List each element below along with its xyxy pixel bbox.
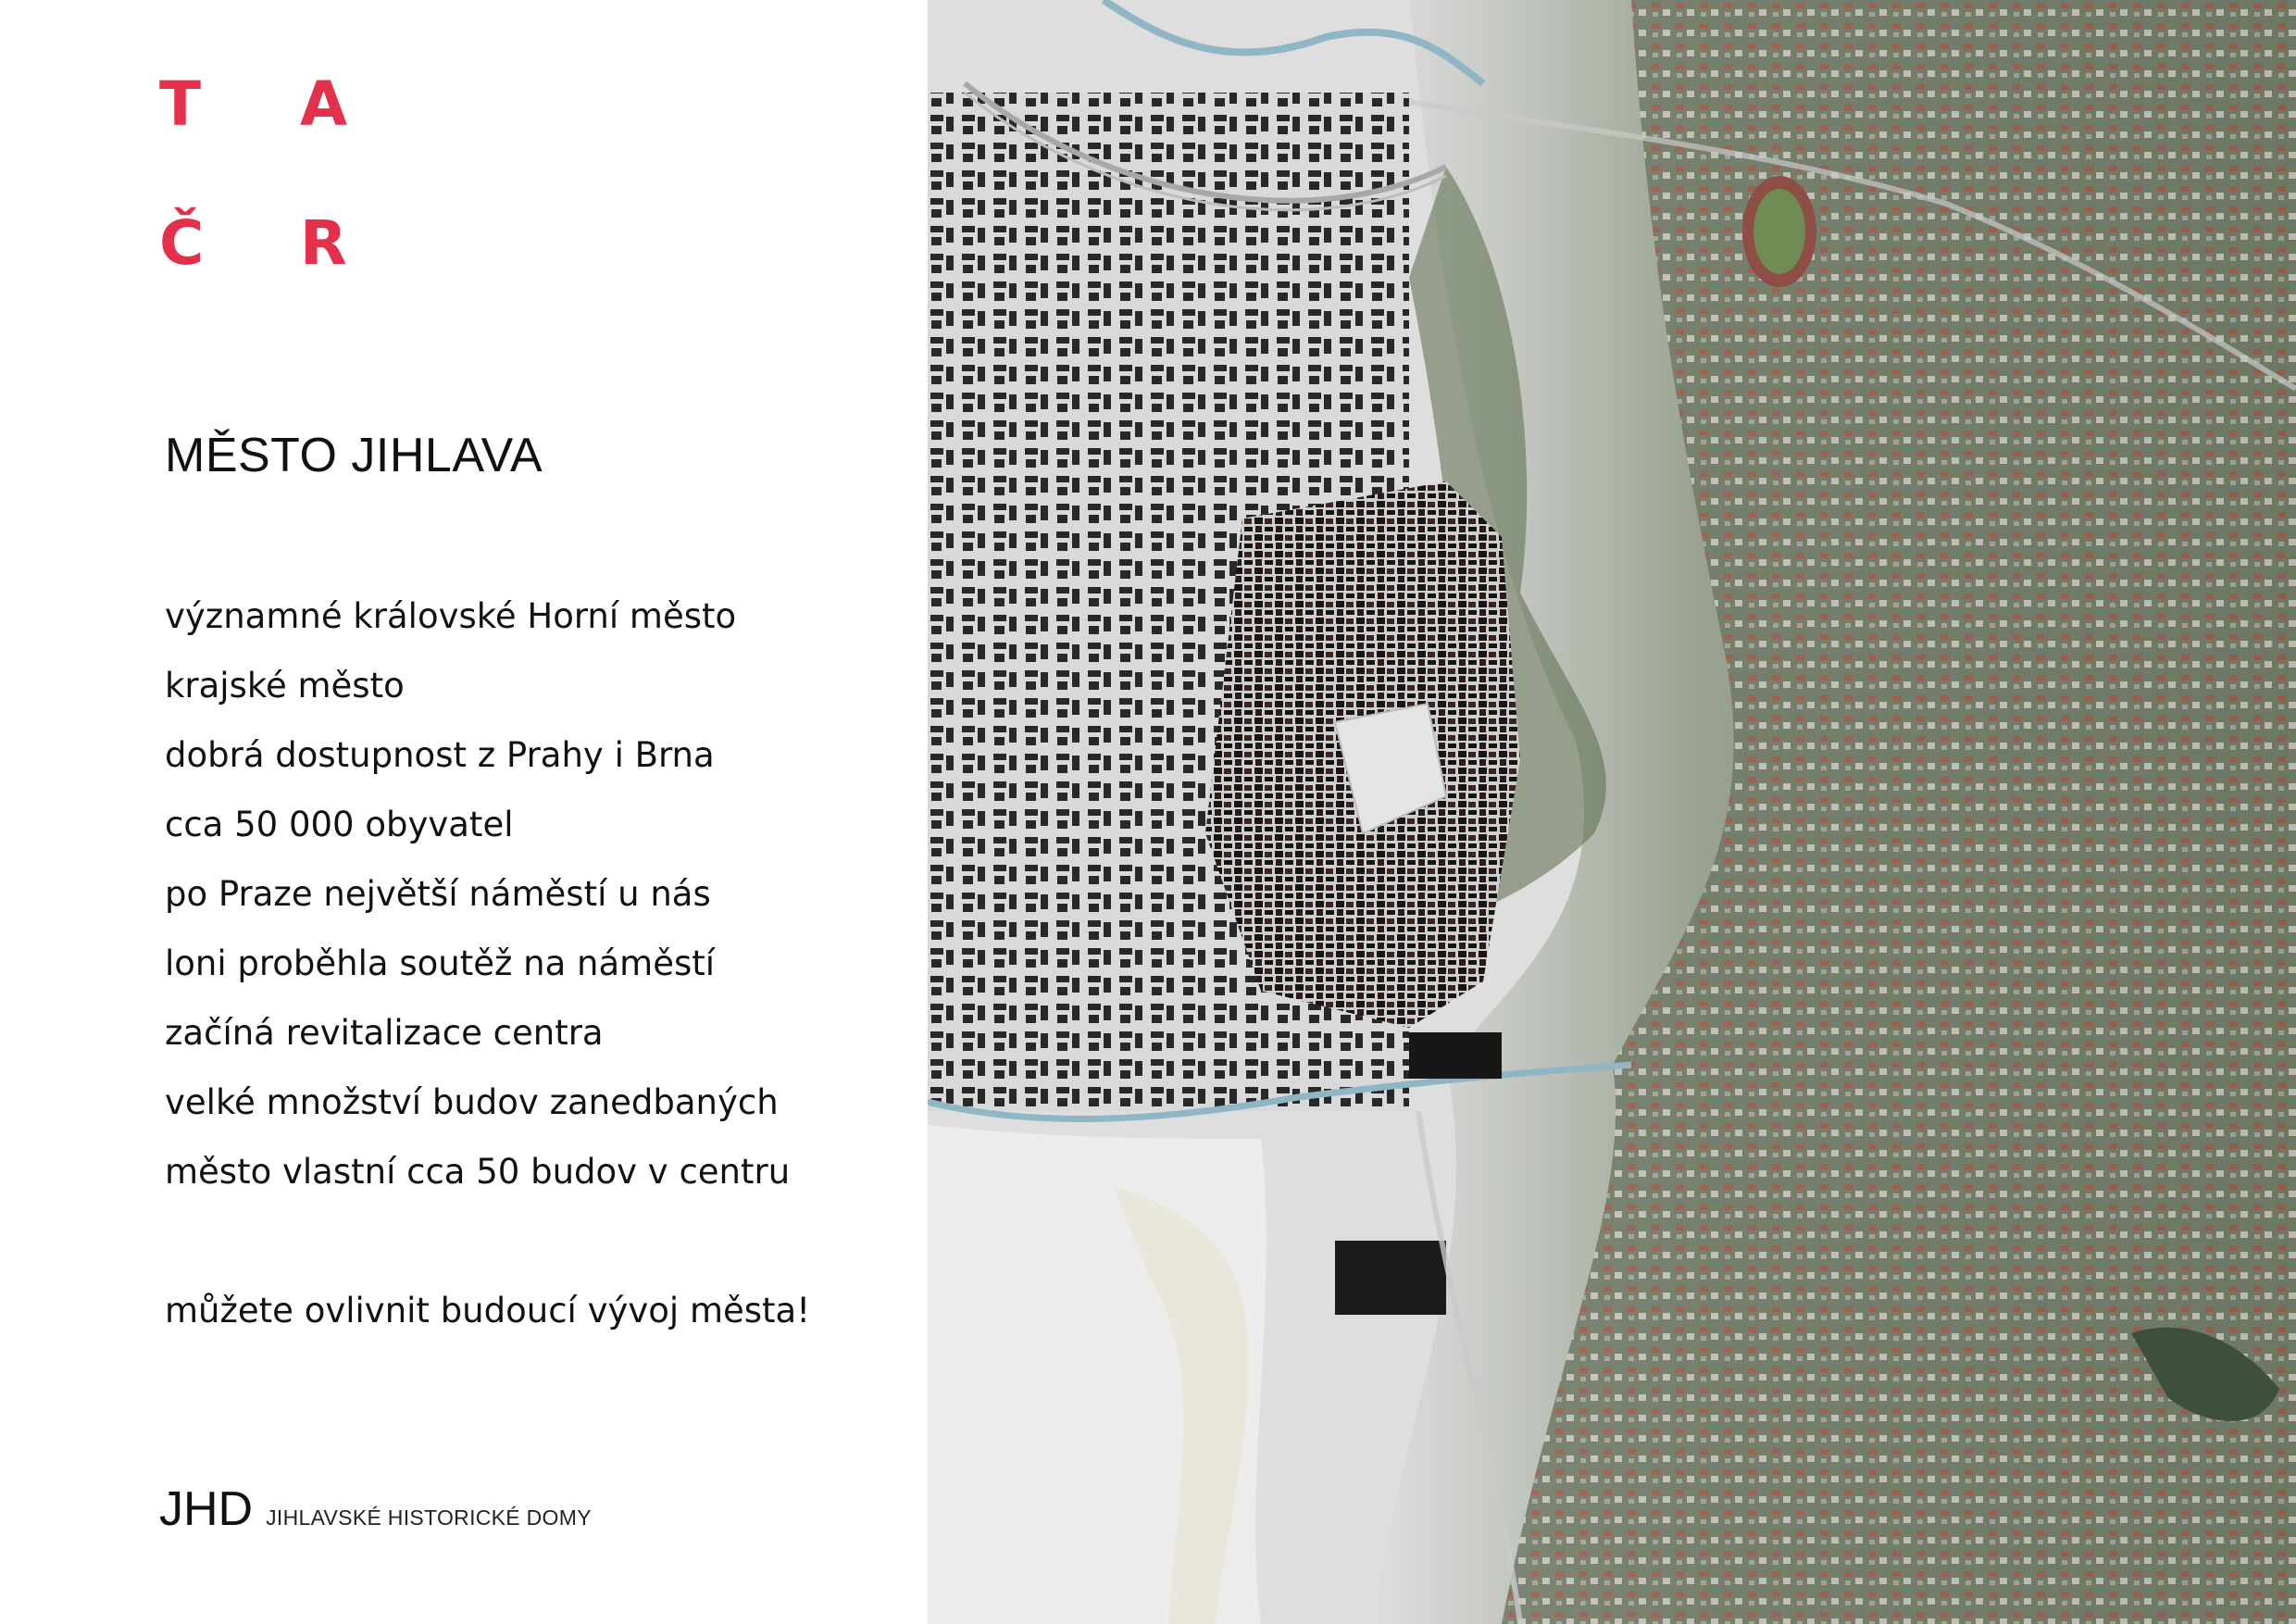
map-svg bbox=[928, 0, 2296, 1624]
fact-item: dobrá dostupnost z Prahy i Brna bbox=[165, 735, 715, 775]
footer-fullname: JIHLAVSKÉ HISTORICKÉ DOMY bbox=[266, 1505, 592, 1530]
city-map bbox=[928, 0, 2296, 1624]
fact-item: po Praze největší náměstí u nás bbox=[165, 874, 711, 914]
fact-item: loni proběhla soutěž na náměstí bbox=[165, 943, 716, 983]
factory-building bbox=[1409, 1032, 1502, 1079]
call-to-action: můžete ovlivnit budoucí vývoj města! bbox=[165, 1291, 811, 1330]
logo-letter-c: Č bbox=[159, 207, 205, 279]
page-title: MĚSTO JIHLAVA bbox=[165, 429, 543, 482]
industrial-hall bbox=[1335, 1241, 1446, 1315]
logo-letter-t: T bbox=[159, 69, 202, 140]
text-panel bbox=[0, 0, 928, 1624]
tacr-logo bbox=[159, 69, 372, 287]
fact-item: významné královské Horní město bbox=[165, 596, 737, 636]
fact-item: město vlastní cca 50 budov v centru bbox=[165, 1152, 791, 1192]
fact-item: začíná revitalizace centra bbox=[165, 1013, 604, 1053]
fact-item: cca 50 000 obyvatel bbox=[165, 805, 514, 844]
fact-item: velké množství budov zanedbaných bbox=[165, 1082, 779, 1122]
logo-letter-a: A bbox=[300, 69, 348, 140]
fact-item: krajské město bbox=[165, 666, 405, 706]
logo-letter-r: R bbox=[300, 207, 347, 279]
footer-abbreviation: JHD bbox=[159, 1482, 254, 1536]
footer bbox=[159, 1481, 592, 1537]
facts-list bbox=[165, 591, 790, 1216]
stadium-field bbox=[1753, 189, 1805, 274]
